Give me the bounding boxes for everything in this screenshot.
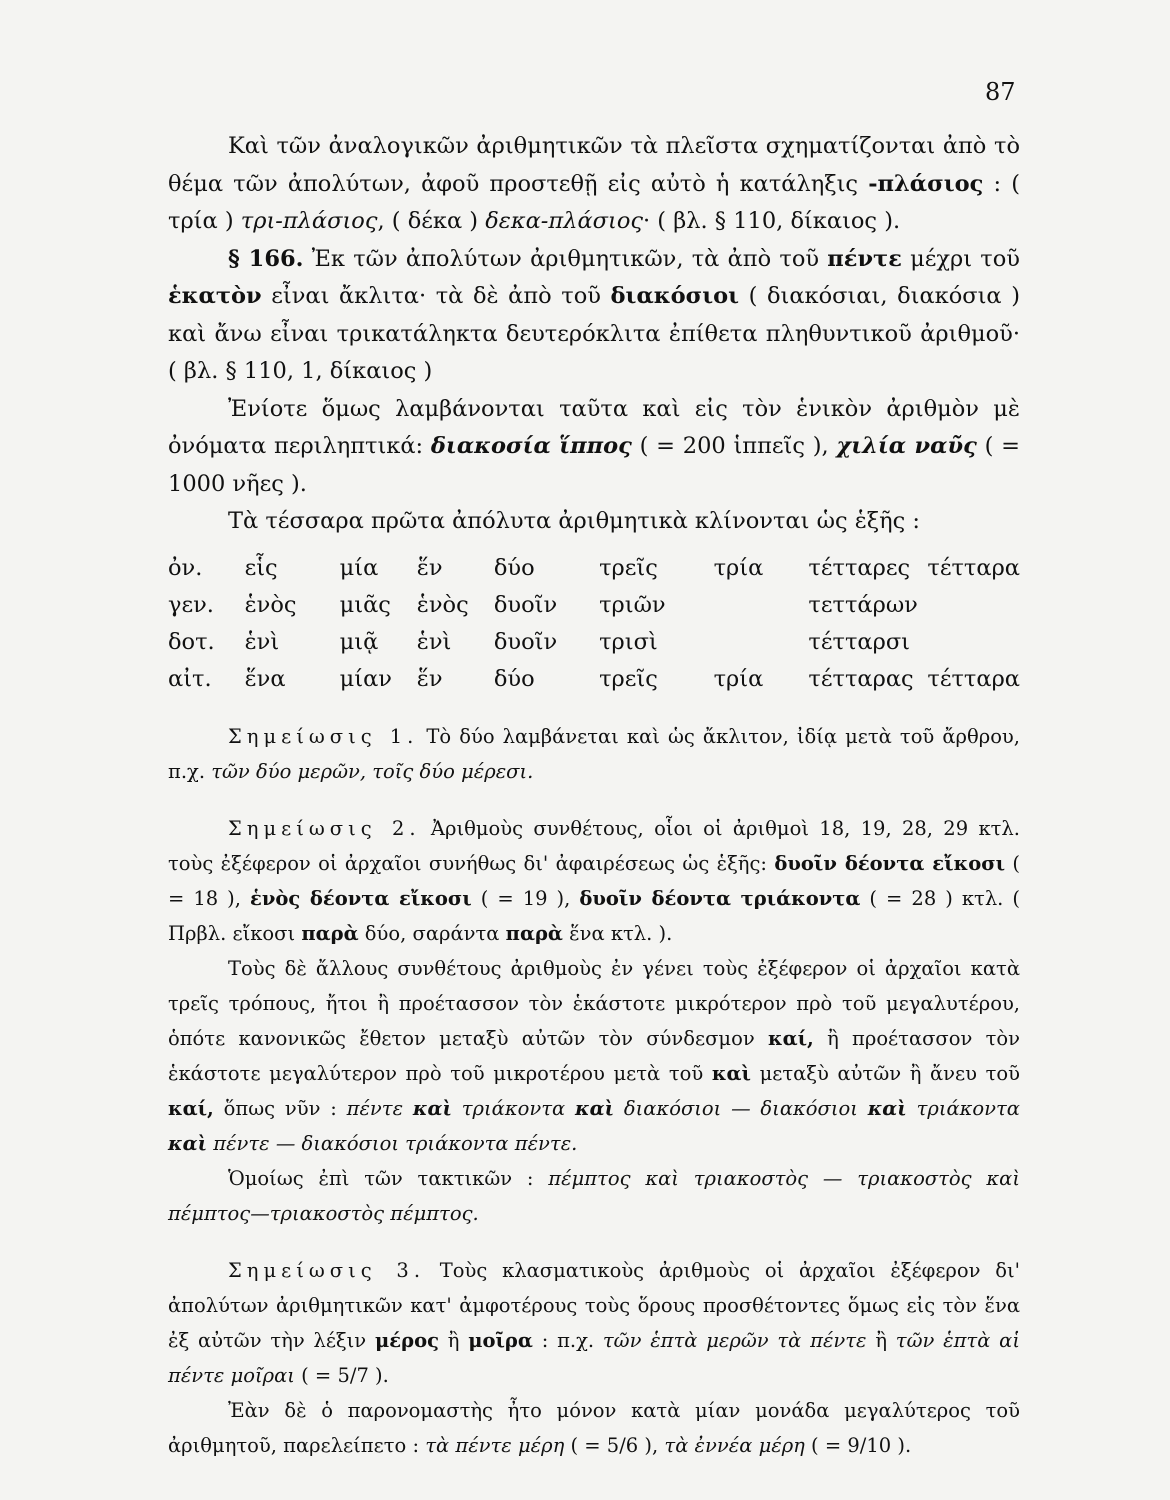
table-cell: ἕνα bbox=[244, 665, 286, 692]
note-1 bbox=[168, 719, 1020, 789]
italic-example: τὰ ἐννέα μέρη bbox=[664, 1433, 805, 1457]
note-label: Σημείωσις 2. bbox=[228, 816, 421, 840]
text-run: ὅπως νῦν : bbox=[213, 1096, 347, 1120]
bold-example: παρὰ bbox=[301, 921, 359, 945]
text-run: Ἀριθμοὺς συνθέτους, οἷοι οἱ ἀριθμοὶ 18, 19, 28, 29 κτλ. τοὺς ἐξέφερον οἱ ἀρχαῖοι συνήθως δι' ἀφαιρέσεως ὡς ἑξῆς: bbox=[168, 816, 1020, 875]
case-label: αἰτ. bbox=[168, 665, 212, 692]
text-run: ( = 5/7 ). bbox=[294, 1363, 389, 1387]
table-cell: τέτταρα bbox=[927, 554, 1020, 581]
text-run: Τὸ δύο λαμβάνεται καὶ ὡς ἄκλιτον, ἰδίᾳ μετὰ τοῦ ἄρθρου, π.χ. bbox=[168, 724, 1020, 783]
bold-example: δυοῖν δέοντα τριάκοντα bbox=[579, 886, 861, 910]
text-run: ( = 19 ), bbox=[471, 886, 580, 910]
text-run: μέχρι τοῦ bbox=[901, 245, 1020, 272]
table-cell: τρεῖς bbox=[599, 554, 658, 581]
bold-term: ἑκατὸν bbox=[168, 283, 262, 309]
text-run: ( = 5/6 ), bbox=[564, 1433, 665, 1457]
text-run: ( = 9/10 ). bbox=[804, 1433, 912, 1457]
table-cell: ἑνὶ bbox=[416, 628, 452, 655]
table-cell bbox=[714, 629, 809, 666]
note-label: Σημείωσις 3. bbox=[228, 1258, 426, 1282]
table-row bbox=[168, 629, 1020, 666]
text-run: ἢ προέτασσον τὸν ἑκάστοτε μεγαλύτερον πρὸ τοῦ μικροτέρου μετὰ τοῦ bbox=[168, 1026, 1020, 1085]
table-cell: ἑνὶ bbox=[244, 628, 280, 655]
text-run: Ὁμοίως ἐπὶ τῶν τακτικῶν : bbox=[228, 1166, 549, 1190]
note-label: Σημείωσις 1. bbox=[228, 724, 419, 748]
table-cell: τεττάρων bbox=[808, 591, 918, 618]
italic-example: πέμπτος καὶ τριακοστὸς — τριακοστὸς καὶ πέμπτος—τριακοστὸς πέμπτος. bbox=[168, 1166, 1020, 1225]
section-number: § 166. bbox=[228, 245, 304, 272]
text-run: ( = 28 ) κτλ. ( Πρβλ. εἴκοσι bbox=[168, 886, 1021, 945]
table-cell bbox=[927, 629, 1020, 666]
text-run: εἶναι ἄκλιτα· τὰ δὲ ἀπὸ τοῦ bbox=[261, 283, 611, 309]
table-cell: δύο bbox=[493, 554, 535, 581]
bold-italic-example: καὶ bbox=[168, 1131, 208, 1155]
note-2 bbox=[168, 811, 1020, 951]
bold-example: παρὰ bbox=[505, 921, 563, 945]
italic-example: τριάκοντα bbox=[451, 1096, 575, 1120]
table-cell: τέτταρσι bbox=[808, 628, 911, 655]
spacer bbox=[168, 789, 1020, 811]
italic-example: τριάκοντα bbox=[906, 1096, 1020, 1120]
text-run: Ἐκ τῶν ἀπολύτων ἀριθμητικῶν, τὰ ἀπὸ τοῦ bbox=[303, 245, 828, 272]
table-row bbox=[168, 666, 1020, 703]
text-run: ( = 18 ), bbox=[168, 851, 1020, 910]
table-cell: τρεῖς bbox=[599, 665, 658, 692]
text-run: Τοὺς κλασματικοὺς ἀριθμοὺς οἱ ἀρχαῖοι ἐξέφερον δι' ἀπολύτων ἀριθμητικῶν κατ' ἀμφοτέρους τοὺς ὅρους προσθέτοντες ὅμως εἰς τὸν ἕνα ἐξ αὐτῶν τὴν λέξιν bbox=[168, 1258, 1020, 1352]
bold-term: καὶ bbox=[711, 1061, 751, 1085]
italic-example: τῶν δύο μερῶν, τοῖς δύο μέρεσι. bbox=[211, 759, 534, 783]
table-cell: μίαν bbox=[339, 665, 392, 692]
bold-term: πέντε bbox=[827, 245, 902, 272]
paragraph-declension-intro: Τὰ τέσσαρα πρῶτα ἀπόλυτα ἀριθμητικὰ κλίνονται ὡς ἑξῆς : bbox=[228, 508, 920, 534]
table-cell: ἑνὸς bbox=[416, 591, 469, 618]
table-cell: δυοῖν bbox=[493, 591, 558, 618]
bold-italic-example: καὶ bbox=[412, 1096, 452, 1120]
text-run: : π.χ. bbox=[532, 1328, 603, 1352]
text-run: Ἐνίοτε ὅμως λαμβάνονται ταῦτα καὶ εἰς τὸν ἑνικὸν ἀριθμὸν μὲ ὀνόματα περιληπτικά: bbox=[168, 395, 1020, 459]
bold-italic-example: χιλία ναῦς bbox=[836, 433, 977, 459]
table-cell: δυοῖν bbox=[493, 628, 558, 655]
italic-example: τῶν ἑπτὰ μερῶν τὰ πέντε bbox=[602, 1328, 867, 1352]
italic-example: τὰ πέντε μέρη bbox=[425, 1433, 565, 1457]
bold-italic-example: διακοσία ἵππος bbox=[430, 433, 632, 459]
bold-example: ἑνὸς δέοντα εἴκοσι bbox=[250, 886, 472, 910]
paragraph-singular-usage bbox=[168, 391, 1020, 504]
bold-term: μέρος bbox=[374, 1328, 439, 1352]
case-label: γεν. bbox=[168, 591, 214, 618]
spacer bbox=[168, 1231, 1020, 1253]
page-number: 87 bbox=[985, 78, 1016, 106]
text-run: ἢ bbox=[866, 1328, 896, 1352]
bold-term: καί, bbox=[767, 1026, 814, 1050]
case-label: δοτ. bbox=[168, 628, 215, 655]
table-row bbox=[168, 555, 1020, 592]
text-run: : ( τρία ) bbox=[168, 170, 1020, 234]
text-run: · ( βλ. § 110, δίκαιος ). bbox=[642, 208, 901, 234]
table-cell: ἕν bbox=[416, 665, 443, 692]
paragraph-ordinals bbox=[168, 1161, 1020, 1231]
text-run: ἢ bbox=[438, 1328, 469, 1352]
text-run: Καὶ τῶν ἀναλογικῶν ἀριθμητικῶν τὰ πλεῖστα σχηματίζονται ἀπὸ τὸ θέμα τῶν ἀπολύτων, ἀφοῦ προστεθῇ εἰς αὐτὸ ἡ κατάληξις bbox=[168, 133, 1020, 197]
table-cell: τρία bbox=[713, 554, 764, 581]
paragraph-section-166 bbox=[168, 241, 1020, 391]
italic-example: πέντε — διακόσιοι τριάκοντα πέντε. bbox=[207, 1131, 578, 1155]
table-cell: ἕν bbox=[416, 554, 443, 581]
italic-example: τῶν ἑπτὰ αἱ πέντε μοῖραι bbox=[168, 1328, 1020, 1387]
italic-example: πέντε bbox=[346, 1096, 413, 1120]
text-run: ( = 1000 νῆες ). bbox=[168, 433, 1020, 497]
table-cell bbox=[714, 592, 809, 629]
paragraph-denominator bbox=[168, 1393, 1020, 1463]
table-cell: τέτταρας bbox=[808, 665, 914, 692]
text-run: , ( δέκα ) bbox=[377, 208, 486, 234]
bold-example: δυοῖν δέοντα εἴκοσι bbox=[774, 851, 1006, 875]
bold-term: μοῖρα bbox=[468, 1328, 533, 1352]
body-text bbox=[168, 128, 1020, 1463]
table-cell: μία bbox=[339, 554, 379, 581]
table-cell: ἑνὸς bbox=[244, 591, 297, 618]
italic-example: τρι-πλάσιος bbox=[240, 208, 378, 234]
table-cell: τέτταρα bbox=[927, 665, 1020, 692]
italic-example: δεκα-πλάσιος bbox=[485, 208, 643, 234]
table-cell: εἷς bbox=[244, 554, 278, 581]
text-run: ( = 200 ἱππεῖς ), bbox=[631, 433, 837, 459]
bold-term: καί, bbox=[168, 1096, 214, 1120]
table-cell: τέτταρες bbox=[808, 554, 911, 581]
paragraph-analogical-numerals bbox=[168, 128, 1020, 241]
table-cell: τριῶν bbox=[599, 591, 666, 618]
table-cell: δύο bbox=[493, 665, 535, 692]
text-run: Ἐὰν δὲ ὁ παρονομαστὴς ἦτο μόνον κατὰ μίαν μονάδα μεγαλύτερος τοῦ ἀριθμητοῦ, παρελείπετο : bbox=[168, 1398, 1020, 1457]
paragraph-compound-numbers bbox=[168, 951, 1020, 1161]
bold-term: διακόσιοι bbox=[610, 283, 739, 309]
case-label: ὀν. bbox=[168, 554, 203, 581]
bold-suffix: -πλάσιος bbox=[868, 170, 984, 197]
text-run: ἕνα κτλ. ). bbox=[562, 921, 673, 945]
text-run: μεταξὺ αὐτῶν ἢ ἄνευ τοῦ bbox=[750, 1061, 1021, 1085]
table-row bbox=[168, 592, 1020, 629]
table-cell: μιᾷ bbox=[339, 628, 379, 655]
text-run: ( διακόσιαι, διακόσια ) καὶ ἄνω εἶναι τρικατάληκτα δευτερόκλιτα ἐπίθετα πληθυντικοῦ ἀριθμοῦ· ( βλ. § 110, 1, δίκαιος ) bbox=[168, 283, 1020, 384]
declension-table bbox=[168, 555, 1020, 703]
note-3 bbox=[168, 1253, 1020, 1393]
table-cell bbox=[927, 592, 1020, 629]
bold-italic-example: καὶ bbox=[574, 1096, 615, 1120]
italic-example: διακόσιοι — διακόσιοι bbox=[614, 1096, 868, 1120]
text-run: δύο, σαράντα bbox=[358, 921, 506, 945]
table-cell: τρία bbox=[713, 665, 764, 692]
table-cell: τρισὶ bbox=[599, 628, 658, 655]
text-run: Τοὺς δὲ ἄλλους συνθέτους ἀριθμοὺς ἐν γένει τοὺς ἐξέφερον οἱ ἀρχαῖοι κατὰ τρεῖς τρόπους, ἤτοι ἢ προέτασσον τὸν ἑκάστοτε μικρότερον πρὸ τοῦ μεγαλυτέρου, ὁπότε κανονικῶς ἔθετον μεταξὺ αὐτῶν τὸν σύνδεσμον bbox=[168, 956, 1020, 1050]
table-cell: μιᾶς bbox=[339, 591, 391, 618]
bold-italic-example: καὶ bbox=[867, 1096, 907, 1120]
